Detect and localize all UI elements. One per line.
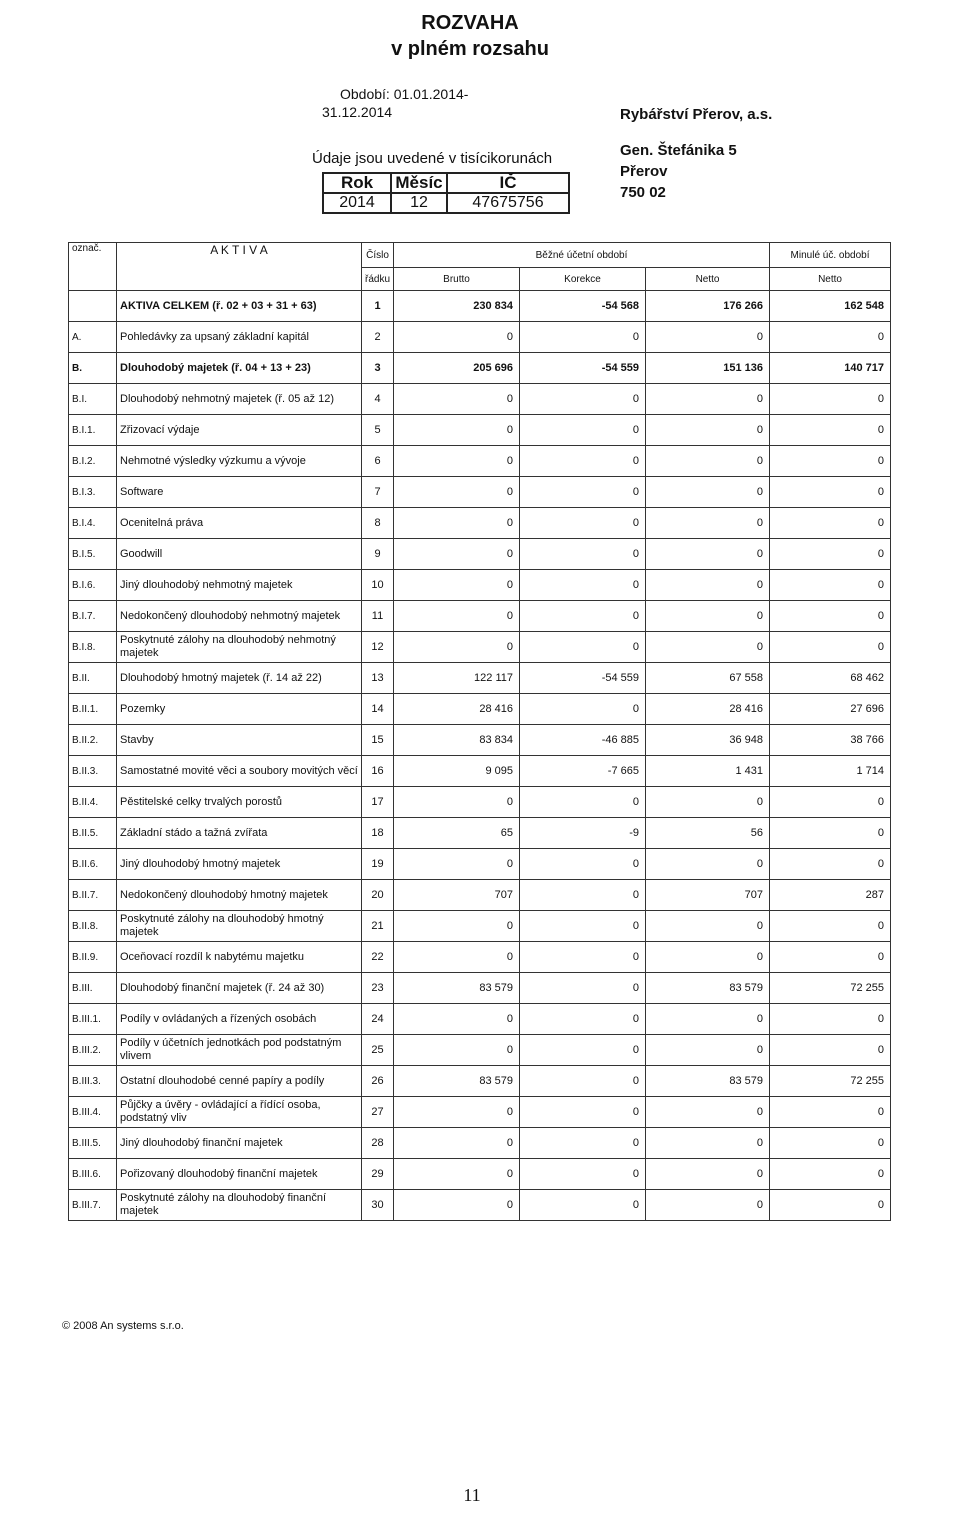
table-row [69,384,891,415]
row-number: 2 [362,322,394,353]
table-row [69,353,891,384]
row-code: B.II. [69,663,117,694]
previous-netto-value: 0 [770,570,891,601]
id-value-month: 12 [391,193,447,213]
row-code: B.III.4. [69,1097,117,1128]
korekce-value: 0 [520,1159,646,1190]
company-zip: 750 02 [620,184,666,201]
previous-netto-value: 0 [770,849,891,880]
korekce-value: 0 [520,694,646,725]
table-row [69,322,891,353]
row-label: Podíly v ovládaných a řízených osobách [117,1004,362,1035]
table-row [69,508,891,539]
previous-netto-value: 0 [770,415,891,446]
table-row [69,601,891,632]
previous-netto-value: 0 [770,1190,891,1221]
netto-value: 83 579 [646,1066,770,1097]
id-header-month: Měsíc [391,173,447,193]
korekce-value: 0 [520,384,646,415]
column-header-current-period: Běžné účetní období [394,243,770,268]
row-label: Samostatné movité věci a soubory movitých věcí [117,756,362,787]
netto-value: 0 [646,1097,770,1128]
brutto-value: 0 [394,322,520,353]
id-header-ic: IČ [447,173,569,193]
table-row [69,632,891,663]
document-subtitle: v plném rozsahu [391,38,549,60]
netto-value: 0 [646,477,770,508]
row-number: 1 [362,291,394,322]
table-row [69,539,891,570]
row-number: 11 [362,601,394,632]
table-row [69,291,891,322]
row-number: 29 [362,1159,394,1190]
row-code: B.I.2. [69,446,117,477]
row-label: Zřizovací výdaje [117,415,362,446]
previous-netto-value: 287 [770,880,891,911]
netto-value: 0 [646,1159,770,1190]
id-header-year: Rok [323,173,391,193]
row-label: Podíly v účetních jednotkách pod podstatným vlivem [117,1035,362,1066]
brutto-value: 0 [394,1159,520,1190]
table-row [69,1190,891,1221]
table-row [69,570,891,601]
row-number: 28 [362,1128,394,1159]
row-label: Pořizovaný dlouhodobý finanční majetek [117,1159,362,1190]
korekce-value: -9 [520,818,646,849]
column-header-aktiva: A K T I V A [117,243,362,291]
company-name: Rybářství Přerov, a.s. [620,106,773,123]
row-label: Nehmotné výsledky výzkumu a vývoje [117,446,362,477]
row-code: B.III.7. [69,1190,117,1221]
row-code: B.II.1. [69,694,117,725]
netto-value: 0 [646,1190,770,1221]
brutto-value: 707 [394,880,520,911]
netto-value: 0 [646,415,770,446]
id-value-year: 2014 [323,193,391,213]
netto-value: 0 [646,508,770,539]
netto-value: 151 136 [646,353,770,384]
korekce-value: 0 [520,1004,646,1035]
korekce-value: -46 885 [520,725,646,756]
row-number: 20 [362,880,394,911]
row-number: 24 [362,1004,394,1035]
korekce-value: 0 [520,570,646,601]
row-number: 6 [362,446,394,477]
previous-netto-value: 0 [770,1128,891,1159]
netto-value: 0 [646,322,770,353]
brutto-value: 205 696 [394,353,520,384]
korekce-value: 0 [520,1128,646,1159]
row-code: B.II.7. [69,880,117,911]
row-code: B.I.1. [69,415,117,446]
row-label: Dlouhodobý nehmotný majetek (ř. 05 až 12) [117,384,362,415]
netto-value: 67 558 [646,663,770,694]
row-code [69,291,117,322]
row-code: B.I.8. [69,632,117,663]
table-row [69,415,891,446]
row-code: B.II.3. [69,756,117,787]
table-row [69,942,891,973]
previous-netto-value: 0 [770,477,891,508]
netto-value: 0 [646,942,770,973]
netto-value: 83 579 [646,973,770,1004]
row-number: 22 [362,942,394,973]
id-value-ic: 47675756 [447,193,569,213]
row-label: Pohledávky za upsaný základní kapitál [117,322,362,353]
row-number: 18 [362,818,394,849]
korekce-value: -7 665 [520,756,646,787]
brutto-value: 230 834 [394,291,520,322]
row-code: B.III. [69,973,117,1004]
column-header-code: označ. [69,243,117,291]
netto-value: 36 948 [646,725,770,756]
korekce-value: -54 559 [520,353,646,384]
page-number: 11 [463,1485,481,1505]
korekce-value: 0 [520,415,646,446]
previous-netto-value: 0 [770,787,891,818]
row-number: 26 [362,1066,394,1097]
brutto-value: 0 [394,1035,520,1066]
row-label: Nedokončený dlouhodobý hmotný majetek [117,880,362,911]
row-code: B.III.3. [69,1066,117,1097]
column-header-netto: Netto [646,268,770,291]
table-row [69,725,891,756]
previous-netto-value: 27 696 [770,694,891,725]
row-label: Ostatní dlouhodobé cenné papíry a podíly [117,1066,362,1097]
table-row [69,911,891,942]
column-header-radku: řádku [362,268,394,291]
row-number: 17 [362,787,394,818]
row-code: B.III.1. [69,1004,117,1035]
row-number: 13 [362,663,394,694]
previous-netto-value: 0 [770,539,891,570]
korekce-value: 0 [520,1066,646,1097]
korekce-value: 0 [520,880,646,911]
row-number: 5 [362,415,394,446]
row-code: B.III.2. [69,1035,117,1066]
previous-netto-value: 0 [770,818,891,849]
company-street: Gen. Štefánika 5 [620,142,737,159]
document-title: ROZVAHA [421,12,519,34]
row-code: B.I. [69,384,117,415]
netto-value: 0 [646,601,770,632]
row-code: B.II.6. [69,849,117,880]
brutto-value: 0 [394,849,520,880]
previous-netto-value: 72 255 [770,973,891,1004]
brutto-value: 83 834 [394,725,520,756]
brutto-value: 0 [394,1097,520,1128]
brutto-value: 83 579 [394,1066,520,1097]
row-label: Nedokončený dlouhodobý nehmotný majetek [117,601,362,632]
previous-netto-value: 0 [770,632,891,663]
row-code: B.III.6. [69,1159,117,1190]
brutto-value: 0 [394,446,520,477]
column-header-cislo: Číslo [362,243,394,268]
table-row [69,446,891,477]
row-label: AKTIVA CELKEM (ř. 02 + 03 + 31 + 63) [117,291,362,322]
balance-sheet-body [69,291,891,1221]
row-code: B.I.3. [69,477,117,508]
previous-netto-value: 0 [770,911,891,942]
row-code: B.II.9. [69,942,117,973]
row-label: Poskytnuté zálohy na dlouhodobý hmotný majetek [117,911,362,942]
netto-value: 176 266 [646,291,770,322]
row-code: B.II.8. [69,911,117,942]
row-label: Dlouhodobý hmotný majetek (ř. 14 až 22) [117,663,362,694]
korekce-value: 0 [520,849,646,880]
korekce-value: -54 568 [520,291,646,322]
korekce-value: 0 [520,973,646,1004]
row-code: B.II.4. [69,787,117,818]
row-number: 23 [362,973,394,1004]
brutto-value: 0 [394,942,520,973]
row-label: Jiný dlouhodobý finanční majetek [117,1128,362,1159]
column-header-previous-period: Minulé úč. období [770,243,891,268]
brutto-value: 65 [394,818,520,849]
table-row [69,756,891,787]
row-label: Pěstitelské celky trvalých porostů [117,787,362,818]
row-number: 3 [362,353,394,384]
row-code: B.II.5. [69,818,117,849]
korekce-value: 0 [520,322,646,353]
row-number: 10 [362,570,394,601]
table-row [69,1097,891,1128]
brutto-value: 0 [394,1128,520,1159]
brutto-value: 0 [394,1190,520,1221]
row-number: 25 [362,1035,394,1066]
korekce-value: 0 [520,1190,646,1221]
previous-netto-value: 0 [770,384,891,415]
previous-netto-value: 0 [770,322,891,353]
row-label: Poskytnuté zálohy na dlouhodobý nehmotný majetek [117,632,362,663]
netto-value: 0 [646,446,770,477]
brutto-value: 0 [394,601,520,632]
row-code: B.II.2. [69,725,117,756]
korekce-value: -54 559 [520,663,646,694]
previous-netto-value: 72 255 [770,1066,891,1097]
netto-value: 0 [646,911,770,942]
brutto-value: 0 [394,787,520,818]
netto-value: 28 416 [646,694,770,725]
netto-value: 0 [646,787,770,818]
row-number: 14 [362,694,394,725]
table-row [69,1066,891,1097]
row-number: 19 [362,849,394,880]
brutto-value: 0 [394,1004,520,1035]
previous-netto-value: 0 [770,446,891,477]
period-line-1: Období: 01.01.2014- [340,86,469,102]
brutto-value: 0 [394,415,520,446]
korekce-value: 0 [520,446,646,477]
row-code: B.I.6. [69,570,117,601]
table-row [69,849,891,880]
korekce-value: 0 [520,601,646,632]
netto-value: 0 [646,849,770,880]
previous-netto-value: 68 462 [770,663,891,694]
previous-netto-value: 38 766 [770,725,891,756]
identification-table [322,172,570,214]
column-header-brutto: Brutto [394,268,520,291]
korekce-value: 0 [520,632,646,663]
row-label: Pozemky [117,694,362,725]
netto-value: 1 431 [646,756,770,787]
previous-netto-value: 0 [770,1097,891,1128]
copyright-note: © 2008 An systems s.r.o. [62,1320,184,1332]
table-row [69,787,891,818]
brutto-value: 0 [394,570,520,601]
row-code: B.III.5. [69,1128,117,1159]
previous-netto-value: 140 717 [770,353,891,384]
row-number: 8 [362,508,394,539]
brutto-value: 0 [394,539,520,570]
netto-value: 56 [646,818,770,849]
brutto-value: 9 095 [394,756,520,787]
brutto-value: 122 117 [394,663,520,694]
column-header-previous-netto: Netto [770,268,891,291]
company-city: Přerov [620,163,668,180]
row-label: Poskytnuté zálohy na dlouhodobý finanční majetek [117,1190,362,1221]
row-number: 12 [362,632,394,663]
row-label: Goodwill [117,539,362,570]
previous-netto-value: 0 [770,508,891,539]
row-number: 30 [362,1190,394,1221]
units-note: Údaje jsou uvedené v tisícikorunách [312,150,553,167]
korekce-value: 0 [520,1035,646,1066]
brutto-value: 0 [394,508,520,539]
netto-value: 0 [646,539,770,570]
row-label: Dlouhodobý finanční majetek (ř. 24 až 30) [117,973,362,1004]
brutto-value: 0 [394,477,520,508]
table-row [69,1004,891,1035]
row-number: 7 [362,477,394,508]
previous-netto-value: 0 [770,1159,891,1190]
row-code: B.I.7. [69,601,117,632]
table-row [69,880,891,911]
balance-sheet-table [68,242,891,1221]
previous-netto-value: 0 [770,1035,891,1066]
table-row [69,818,891,849]
row-label: Stavby [117,725,362,756]
table-row [69,1128,891,1159]
row-label: Dlouhodobý majetek (ř. 04 + 13 + 23) [117,353,362,384]
row-code: B.I.4. [69,508,117,539]
netto-value: 0 [646,384,770,415]
row-label: Software [117,477,362,508]
row-code: B.I.5. [69,539,117,570]
row-number: 4 [362,384,394,415]
korekce-value: 0 [520,942,646,973]
row-number: 16 [362,756,394,787]
brutto-value: 83 579 [394,973,520,1004]
previous-netto-value: 1 714 [770,756,891,787]
brutto-value: 28 416 [394,694,520,725]
period-line-2: 31.12.2014 [322,104,393,120]
table-row [69,477,891,508]
korekce-value: 0 [520,539,646,570]
row-label: Jiný dlouhodobý hmotný majetek [117,849,362,880]
table-row [69,663,891,694]
netto-value: 0 [646,1128,770,1159]
row-number: 21 [362,911,394,942]
table-row [69,973,891,1004]
row-number: 9 [362,539,394,570]
netto-value: 0 [646,1035,770,1066]
row-number: 15 [362,725,394,756]
row-label: Ocenitelná práva [117,508,362,539]
row-code: A. [69,322,117,353]
previous-netto-value: 162 548 [770,291,891,322]
korekce-value: 0 [520,787,646,818]
korekce-value: 0 [520,477,646,508]
row-number: 27 [362,1097,394,1128]
table-row [69,694,891,725]
previous-netto-value: 0 [770,1004,891,1035]
brutto-value: 0 [394,384,520,415]
korekce-value: 0 [520,508,646,539]
row-label: Základní stádo a tažná zvířata [117,818,362,849]
table-row [69,1035,891,1066]
brutto-value: 0 [394,632,520,663]
column-header-korekce: Korekce [520,268,646,291]
row-label: Oceňovací rozdíl k nabytému majetku [117,942,362,973]
row-label: Jiný dlouhodobý nehmotný majetek [117,570,362,601]
row-code: B. [69,353,117,384]
netto-value: 707 [646,880,770,911]
table-row [69,1159,891,1190]
netto-value: 0 [646,570,770,601]
netto-value: 0 [646,1004,770,1035]
brutto-value: 0 [394,911,520,942]
previous-netto-value: 0 [770,942,891,973]
korekce-value: 0 [520,1097,646,1128]
previous-netto-value: 0 [770,601,891,632]
row-label: Půjčky a úvěry - ovládající a řídící osoba, podstatný vliv [117,1097,362,1128]
netto-value: 0 [646,632,770,663]
korekce-value: 0 [520,911,646,942]
